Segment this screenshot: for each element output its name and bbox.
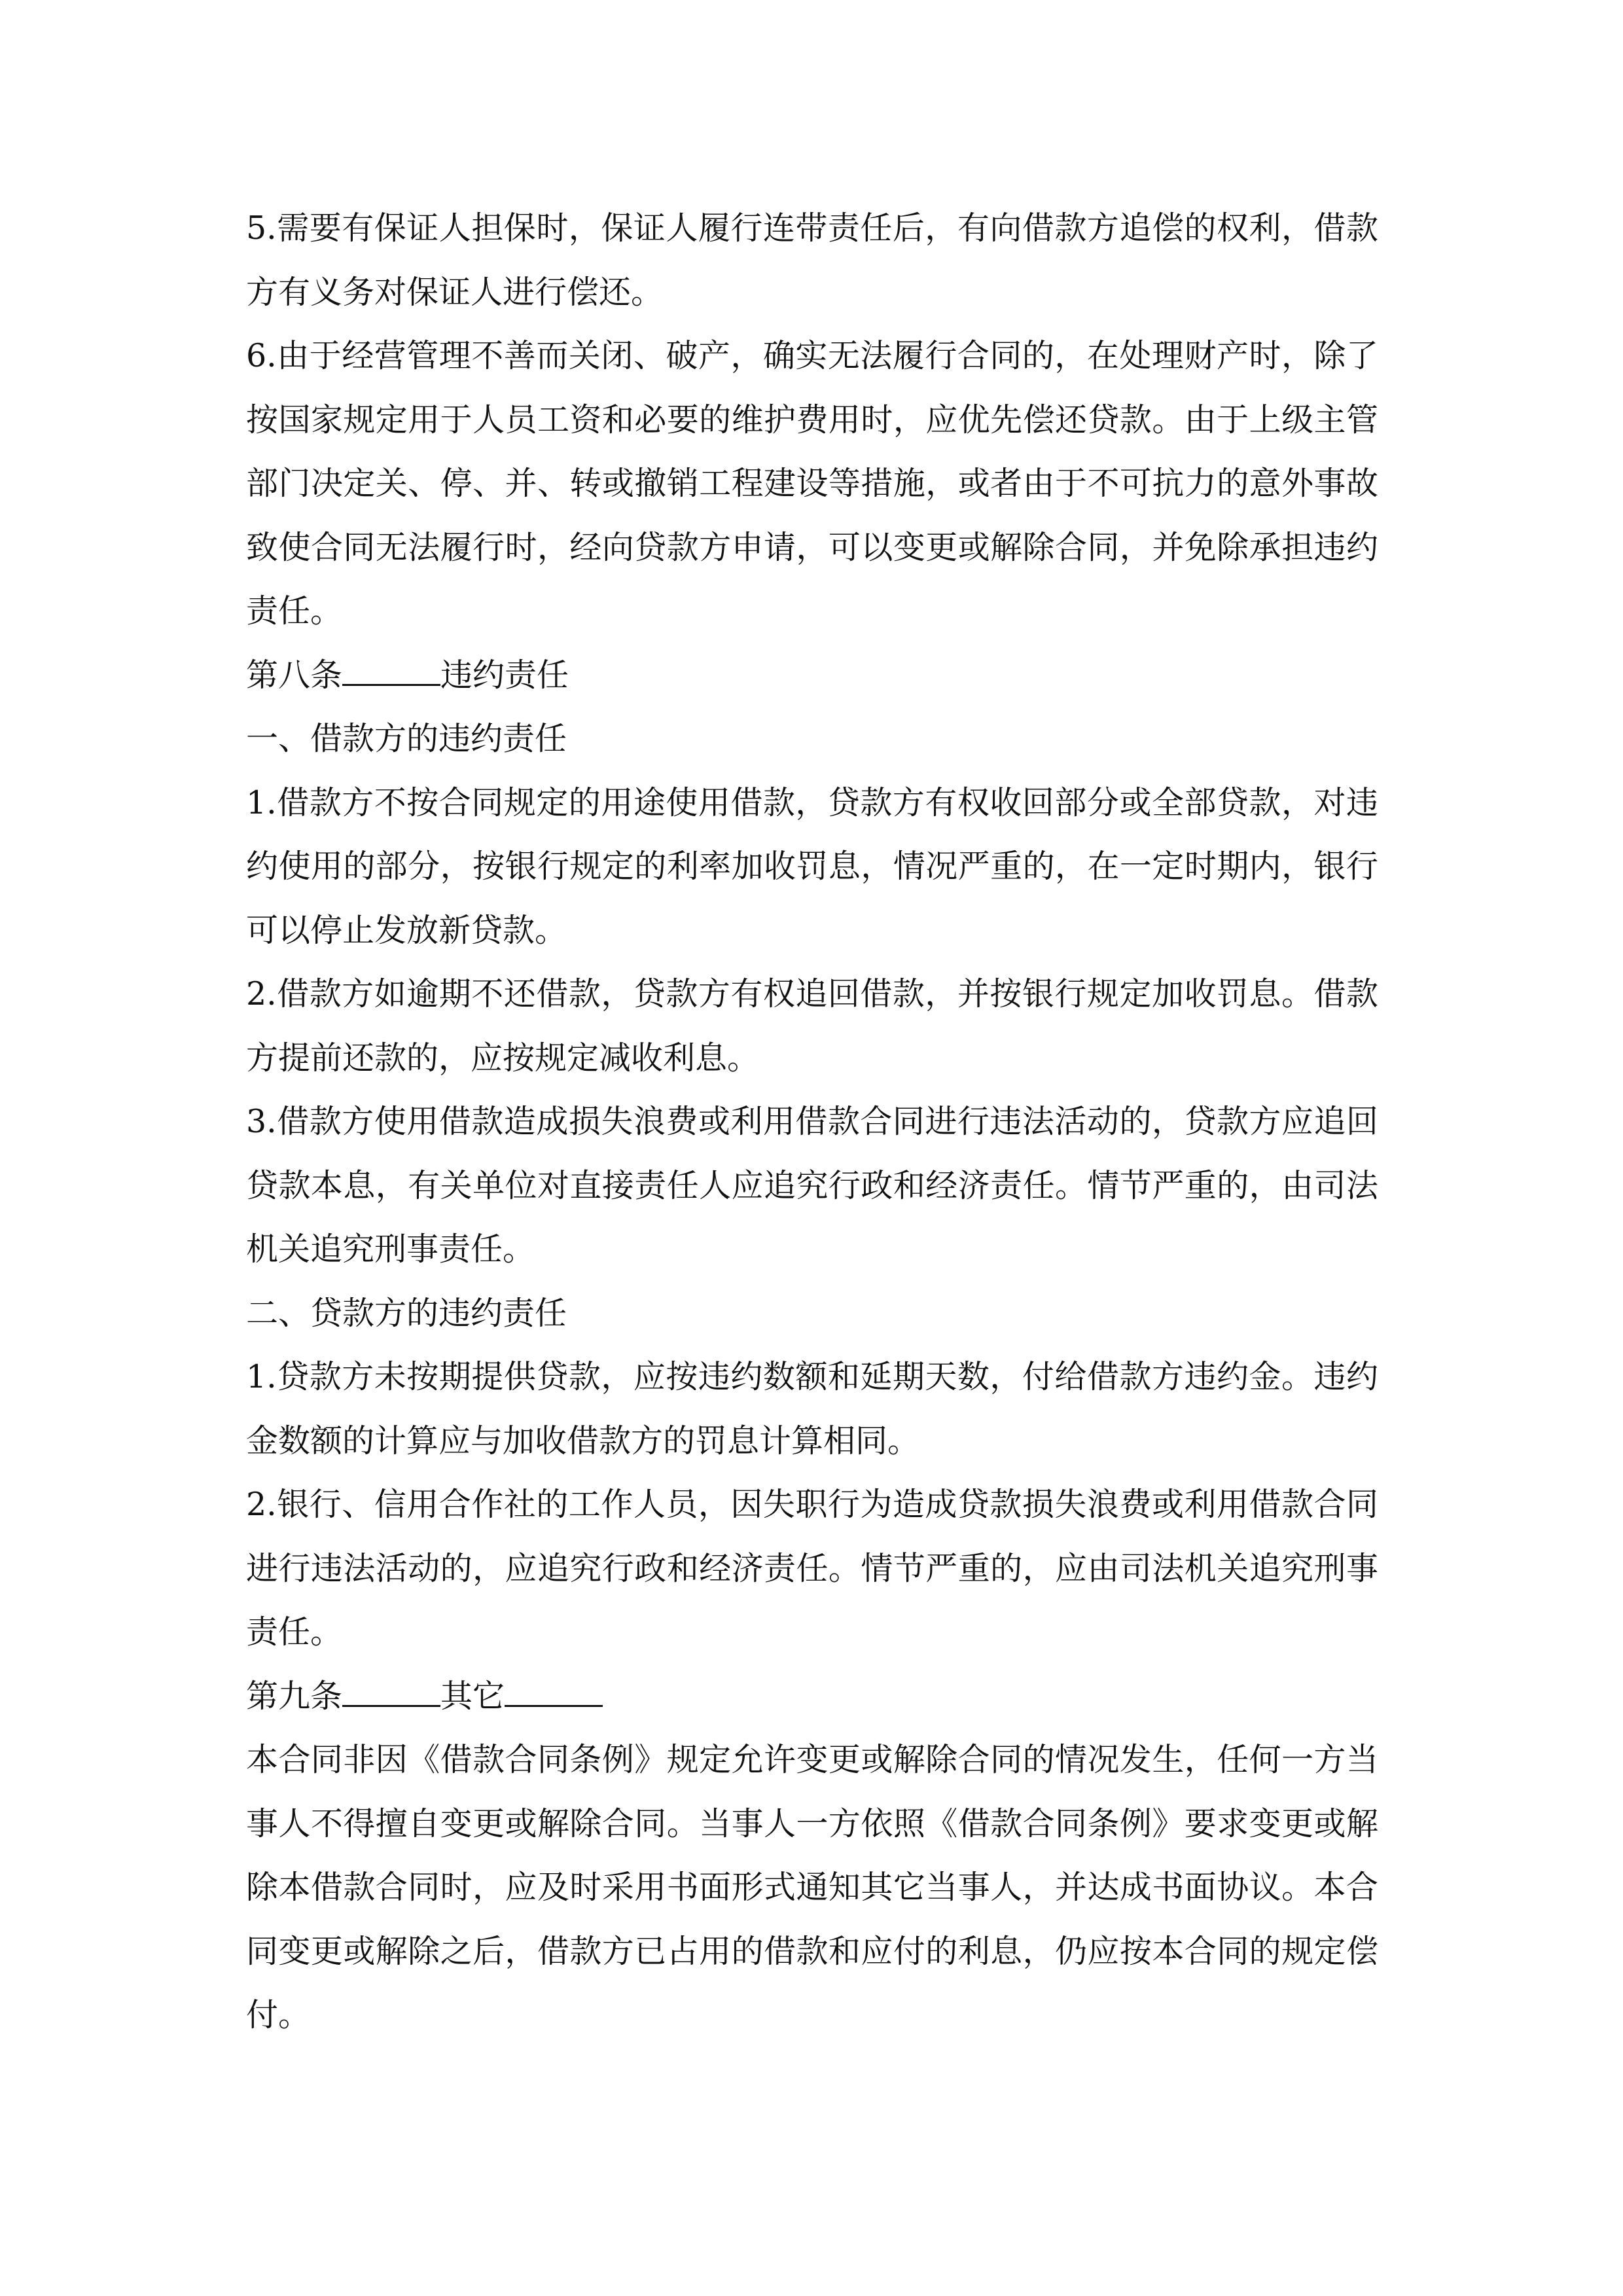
section-heading: 二、贷款方的违约责任: [246, 1294, 567, 1332]
article-9-title: 其它: [440, 1677, 505, 1715]
text-line: 责任。: [246, 592, 343, 630]
document-page: [246, 196, 1378, 2047]
article-9-label: 第九条: [246, 1677, 343, 1715]
fill-in-blank: [342, 647, 440, 686]
text-line: 按国家规定用于人员工资和必要的维护费用时，应优先偿还贷款。由于上级主管: [246, 401, 1378, 439]
text-line: 5.需要有保证人担保时，保证人履行连带责任后，有向借款方追偿的权利，借款: [246, 209, 1378, 247]
text-line: 6.由于经营管理不善而关闭、破产，确实无法履行合同的，在处理财产时，除了: [246, 337, 1378, 374]
section-heading: 一、借款方的违约责任: [246, 720, 567, 757]
text-line: 1.借款方不按合同规定的用途使用借款，贷款方有权收回部分或全部贷款，对违: [246, 783, 1378, 821]
text-line: 2.银行、信用合作社的工作人员，因失职行为造成贷款损失浪费或利用借款合同: [246, 1486, 1378, 1523]
text-line: 约使用的部分，按银行规定的利率加收罚息，情况严重的，在一定时期内，银行: [246, 848, 1378, 885]
text-line: 部门决定关、停、并、转或撤销工程建设等措施，或者由于不可抗力的意外事故: [246, 465, 1378, 502]
text-line: 方提前还款的，应按规定减收利息。: [246, 1039, 760, 1077]
article-8-title: 违约责任: [440, 656, 569, 694]
article-8-heading: [246, 643, 1378, 708]
text-line: 金数额的计算应与加收借款方的罚息计算相同。: [246, 1422, 920, 1460]
text-line: 1.贷款方未按期提供贷款，应按违约数额和延期天数，付给借款方违约金。违约: [246, 1358, 1378, 1395]
text-line: 贷款本息，有关单位对直接责任人应追究行政和经济责任。情节严重的，由司法: [246, 1166, 1378, 1204]
article-9-heading: [246, 1664, 1378, 1729]
text-line: 付。: [246, 1996, 311, 2034]
text-line: 除本借款合同时，应及时采用书面形式通知其它当事人，并达成书面协议。本合: [246, 1869, 1378, 1906]
fill-in-blank: [505, 1668, 603, 1707]
text-line: 进行违法活动的，应追究行政和经济责任。情节严重的，应由司法机关追究刑事: [246, 1549, 1378, 1587]
text-line: 同变更或解除之后，借款方已占用的借款和应付的利息，仍应按本合同的规定偿: [246, 1932, 1378, 1970]
text-line: 责任。: [246, 1613, 343, 1651]
text-line: 方有义务对保证人进行偿还。: [246, 273, 664, 311]
text-line: 2.借款方如逾期不还借款，贷款方有权追回借款，并按银行规定加收罚息。借款: [246, 975, 1378, 1013]
text-line: 可以停止发放新贷款。: [246, 911, 567, 949]
text-line: 机关追究刑事责任。: [246, 1230, 535, 1268]
text-line: 致使合同无法履行时，经向贷款方申请，可以变更或解除合同，并免除承担违约: [246, 528, 1378, 566]
text-line: 3.借款方使用借款造成损失浪费或利用借款合同进行违法活动的，贷款方应追回: [246, 1103, 1378, 1140]
text-line: 本合同非因《借款合同条例》规定允许变更或解除合同的情况发生，任何一方当: [246, 1741, 1378, 1778]
fill-in-blank: [342, 1668, 440, 1707]
article-8-label: 第八条: [246, 656, 343, 694]
text-line: 事人不得擅自变更或解除合同。当事人一方依照《借款合同条例》要求变更或解: [246, 1804, 1378, 1842]
